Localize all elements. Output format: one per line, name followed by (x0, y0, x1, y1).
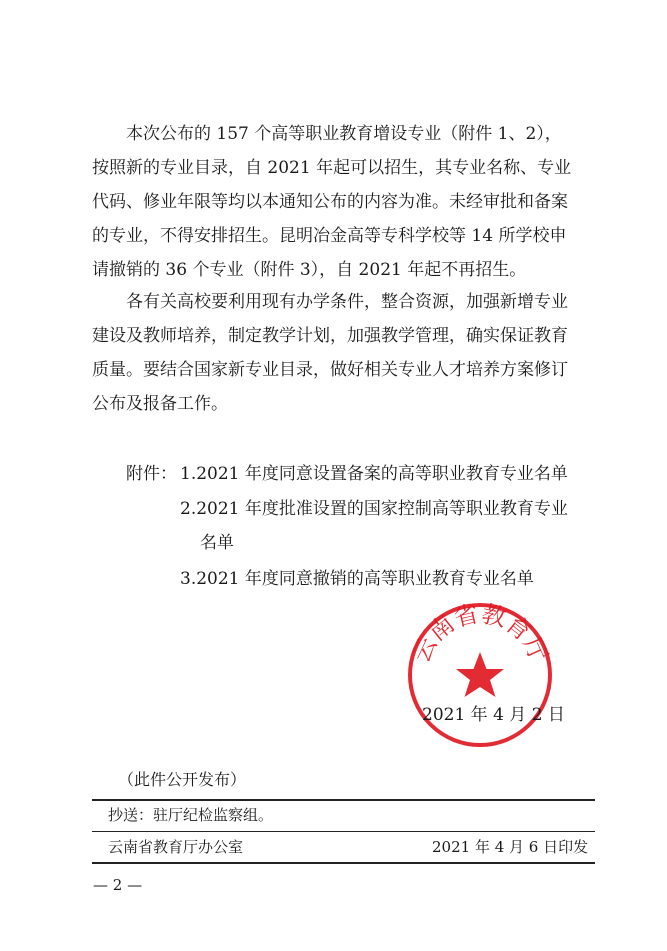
paragraph-1 (92, 117, 592, 287)
paragraph-2-line-2: 建设及教师培养，制定教学计划，加强教学管理，确实保证教育 (92, 326, 568, 346)
seal-text: 云南省教育厅 (406, 600, 554, 667)
attachment-item-2: 2.2021 年度批准设置的国家控制高等职业教育专业 (180, 499, 568, 519)
paragraph-1-line-5: 请撤销的 36 个专业（附件 3），自 2021 年起不再招生。 (92, 260, 527, 280)
attachment-item-3: 3.2021 年度同意撤销的高等职业教育专业名单 (180, 569, 534, 589)
footer-bottom-rule (92, 862, 595, 864)
page-number: — 2 — (93, 876, 143, 894)
paragraph-2-line-4: 公布及报备工作。 (92, 394, 228, 414)
paragraph-2-line-3: 质量。要结合国家新专业目录，做好相关专业人才培养方案修订 (92, 360, 568, 380)
paragraph-1-line-4: 的专业，不得安排招生。昆明冶金高等专科学校等 14 所学校申 (92, 226, 567, 246)
paragraph-2-line-1: 各有关高校要利用现有办学条件，整合资源，加强新增专业 (126, 292, 568, 312)
attachment-item-1: 1.2021 年度同意设置备案的高等职业教育专业名单 (180, 464, 568, 484)
official-seal-icon (405, 600, 555, 750)
public-release-note: （此件公开发布） (118, 770, 247, 789)
issuer-office: 云南省教育厅办公室 (108, 838, 244, 856)
attachment-item-2-continued: 名单 (200, 533, 234, 553)
seal-star-icon (456, 652, 504, 697)
paragraph-2 (92, 285, 592, 421)
paragraph-1-line-3: 代码、修业年限等均以本通知公布的内容为准。未经审批和备案 (92, 192, 568, 212)
attachments-label: 附件： (126, 464, 177, 484)
signature-date: 2021 年 4 月 2 日 (422, 705, 565, 725)
print-date: 2021 年 4 月 6 日印发 (432, 838, 589, 856)
paragraph-1-line-1: 本次公布的 157 个高等职业教育增设专业（附件 1、2）， (126, 124, 562, 144)
footer-middle-rule (92, 831, 595, 832)
cc-line: 抄送：驻厅纪检监察组。 (108, 806, 274, 824)
paragraph-1-line-2: 按照新的专业目录，自 2021 年起可以招生，其专业名称、专业 (92, 158, 572, 178)
footer-top-rule (92, 799, 595, 801)
